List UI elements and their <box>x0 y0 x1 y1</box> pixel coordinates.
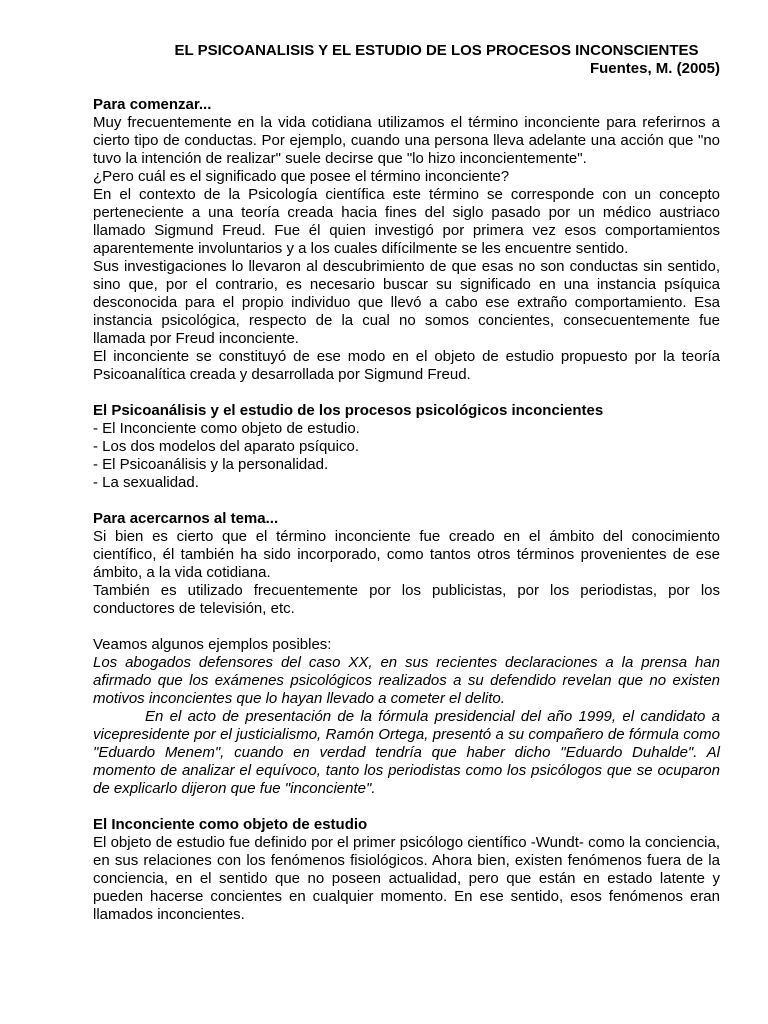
list-item: - La sexualidad. <box>93 474 199 491</box>
intro-paragraph-5: El inconciente se constituyó de ese modo en el objeto de estudio propuesto por la teoría Psicoanalítica creada y desarrollada por Sigmund Freud. <box>93 348 720 383</box>
object-section <box>93 816 720 924</box>
list-item: - Los dos modelos del aparato psíquico. <box>93 438 359 455</box>
list-item: - El Inconciente como objeto de estudio. <box>93 420 360 437</box>
object-heading: El Inconciente como objeto de estudio <box>93 816 368 833</box>
approach-paragraph-2: También es utilizado frecuentemente por los publicistas, por los periodistas, por los conductores de televisión, etc. <box>93 582 720 617</box>
intro-paragraph-2: ¿Pero cuál es el significado que posee el término inconciente? <box>93 168 510 185</box>
topics-section <box>93 402 720 492</box>
object-paragraph-1: El objeto de estudio fue definido por el primer psicólogo científico -Wundt- como la conciencia, en sus relaciones con los fenómenos fisiológicos. Ahora bien, existen fenómenos fuera de la conciencia, en el sentido que no poseen actualidad, pero que están en estado latente y pueden hacerse concientes en cualquier momento. En ese sentido, esos fenómenos eran llamados inconcientes. <box>93 834 720 923</box>
topics-heading: El Psicoanálisis y el estudio de los procesos psicológicos inconcientes <box>93 402 604 419</box>
approach-paragraph-3: Veamos algunos ejemplos posibles: <box>93 636 332 653</box>
approach-paragraph-1: Si bien es cierto que el término inconciente fue creado en el ámbito del conocimiento científico, él también ha sido incorporado, como tantos otros términos provenientes de ese ámbito, a la vida cotidiana. <box>93 528 720 581</box>
intro-paragraph-3: En el contexto de la Psicología científica este término se corresponde con un concepto perteneciente a una teoría creada hacia fines del siglo pasado por un médico austriaco llamado Sigmund Freud. Fue él quien investigó por primera vez esos comportamientos aparentemente involuntarios y a los cuales difícilmente se les encuentre sentido. <box>93 186 720 257</box>
intro-section <box>93 96 720 384</box>
approach-section <box>93 510 720 798</box>
example-paragraph-1: Los abogados defensores del caso XX, en sus recientes declaraciones a la prensa han afirmado que los exámenes psicológicos realizados a su defendido revelan que no existen motivos inconcientes que lo hayan llevado a cometer el delito. <box>93 654 720 707</box>
intro-paragraph-4: Sus investigaciones lo llevaron al descubrimiento de que esas no son conductas sin sentido, sino que, por el contrario, es necesario buscar su significado en una instancia psíquica desconocida para el propio individuo que llevó a cabo ese extraño comportamiento. Esa instancia psicológica, respecto de la cual no somos concientes, consecuentemente fue llamada por Freud inconciente. <box>93 258 720 347</box>
approach-heading: Para acercarnos al tema... <box>93 510 279 527</box>
intro-paragraph-1: Muy frecuentemente en la vida cotidiana utilizamos el término inconciente para referirnos a cierto tipo de conductas. Por ejemplo, cuando una persona lleva adelante una acción que "no tuvo la intención de realizar" suele decirse que "lo hizo inconcientemente". <box>93 114 720 167</box>
list-item: - El Psicoanálisis y la personalidad. <box>93 456 329 473</box>
document-title: EL PSICOANALISIS Y EL ESTUDIO DE LOS PROCESOS INCONSCIENTES <box>174 42 699 59</box>
document-author: Fuentes, M. (2005) <box>589 60 720 77</box>
topics-list <box>93 420 720 492</box>
example-paragraph-2: En el acto de presentación de la fórmula presidencial del año 1999, el candidato a vicepresidente por el justicialismo, Ramón Ortega, presentó a su compañero de fórmula como "Eduardo Menem", cuando en verdad tendría que haber dicho "Eduardo Duhalde". Al momento de analizar el equívoco, tanto los periodistas como los psicólogos que se ocuparon de explicarlo dijeron que fue "inconciente". <box>93 708 720 797</box>
intro-heading: Para comenzar... <box>93 96 212 113</box>
